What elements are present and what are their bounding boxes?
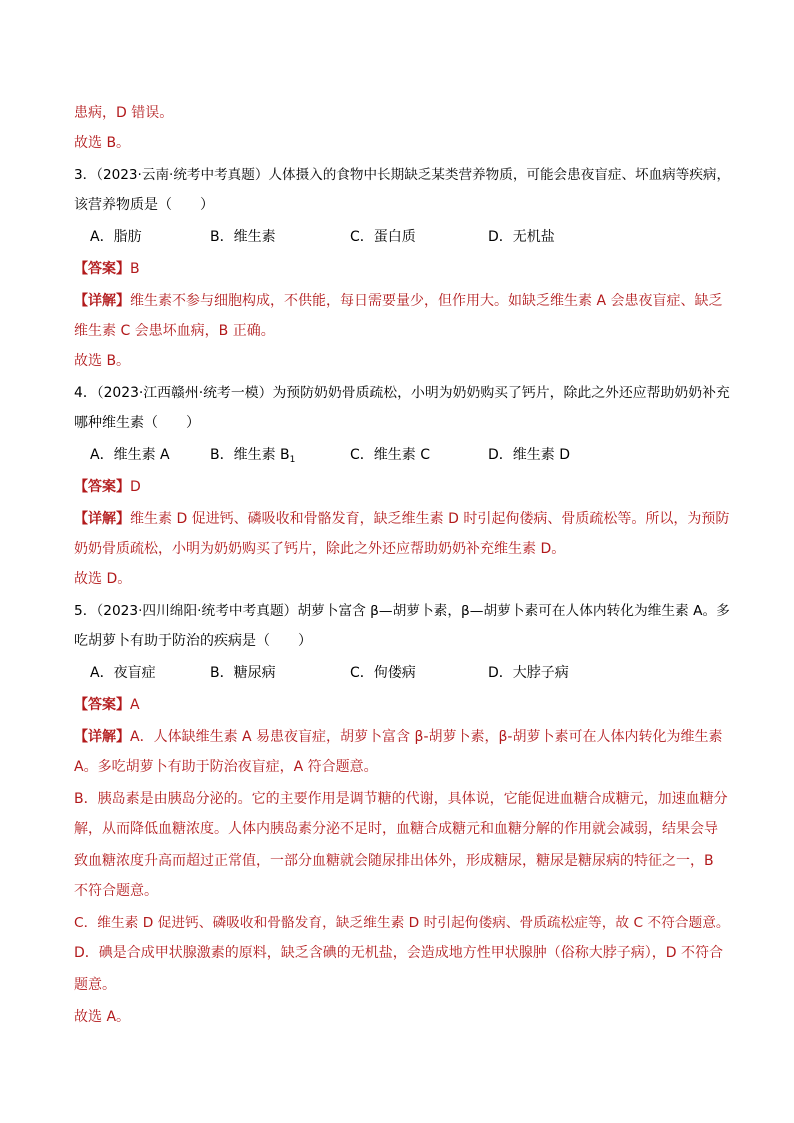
q5-stem-line2: 吃胡萝卜有助于防治的疾病是（ ） — [74, 633, 312, 649]
q5-explanation-line3: B．胰岛素是由胰岛分泌的。它的主要作用是调节糖的代谢，具体说，它能促进血糖合成糖元，加速血糖分 — [74, 791, 728, 807]
q3-number: 3． — [74, 167, 97, 183]
q4-option-b-text: B．维生素 B — [210, 447, 290, 463]
q4-selection: 故选 D。 — [74, 571, 132, 587]
q5-answer-label: 【答案】 — [74, 697, 130, 713]
q3-explanation-line2: 维生素 C 会患坏血病，B 正确。 — [74, 323, 275, 339]
q5-explanation-line5: 致血糖浓度升高而超过正常值，一部分血糖就会随尿排出体外，形成糖尿，糖尿是糖尿病的特征之一，B — [74, 853, 714, 869]
q5-explanation-line7: C．维生素 D 促进钙、磷吸收和骨骼发育，缺乏维生素 D 时引起佝偻病、骨质疏松症等，故 C 不符合题意。 — [74, 915, 730, 931]
q3-option-b: B．维生素 — [210, 229, 276, 245]
q3-explanation-line1 — [74, 292, 722, 312]
q4-explanation-line1 — [74, 510, 729, 530]
q5-explanation-line2: A。多吃胡萝卜有助于防治夜盲症，A 符合题意。 — [74, 759, 378, 775]
q5-explanation-line1 — [74, 728, 722, 748]
q3-stem-text: 人体摄入的食物中长期缺乏某类营养物质，可能会患夜盲症、坏血病等疾病， — [268, 167, 731, 183]
q4-option-a: A．维生素 A — [90, 447, 170, 463]
q3-selection: 故选 B。 — [74, 353, 131, 369]
q5-stem-line1 — [74, 602, 730, 622]
q4-number: 4． — [74, 385, 97, 401]
q5-source: （2023·四川绵阳·统考中考真题） — [96, 603, 298, 619]
q5-number: 5． — [74, 603, 97, 619]
q5-explanation-text: A．人体缺维生素 A 易患夜盲症，胡萝卜富含 β-胡萝卜素，β-胡萝卜素可在人体内转化为维生素 — [130, 729, 723, 745]
q3-stem-line1 — [74, 166, 730, 186]
q5-answer — [74, 696, 140, 716]
q4-source: （2023·江西赣州·统考一模） — [96, 385, 273, 401]
q5-answer-value: A — [130, 697, 140, 713]
q4-option-c: C．维生素 C — [350, 447, 431, 463]
prev-selection: 故选 B。 — [74, 135, 131, 151]
q5-explanation-line9: 题意。 — [74, 977, 116, 993]
q5-explanation-line8: D．碘是合成甲状腺激素的原料，缺乏含碘的无机盐，会造成地方性甲状腺肿（俗称大脖子病），D 不符合 — [74, 945, 724, 961]
q3-option-c: C．蛋白质 — [350, 229, 416, 245]
q4-answer-value: D — [130, 479, 141, 495]
q4-explanation-line2: 奶奶骨质疏松，小明为奶奶购买了钙片，除此之外还应帮助奶奶补充维生素 D。 — [74, 541, 566, 557]
q3-option-d: D．无机盐 — [488, 229, 555, 245]
q3-stem-line2: 该营养物质是（ ） — [74, 197, 214, 213]
q4-answer-label: 【答案】 — [74, 479, 130, 495]
q4-stem-line1 — [74, 384, 730, 404]
q3-source: （2023·云南·统考中考真题） — [96, 167, 269, 183]
q4-explanation-label: 【详解】 — [74, 511, 130, 527]
q3-answer-value: B — [130, 261, 140, 277]
q5-option-c: C．佝偻病 — [350, 665, 416, 681]
q3-explanation-label: 【详解】 — [74, 293, 130, 309]
q5-selection: 故选 A。 — [74, 1009, 131, 1025]
q3-answer — [74, 260, 140, 280]
q3-answer-label: 【答案】 — [74, 261, 130, 277]
q5-option-a: A．夜盲症 — [90, 665, 156, 681]
q4-answer — [74, 478, 141, 498]
q4-explanation-text: 维生素 D 促进钙、磷吸收和骨骼发育，缺乏维生素 D 时引起佝偻病、骨质疏松等。所以，为预防 — [130, 511, 730, 527]
q3-option-a: A．脂肪 — [90, 229, 142, 245]
q5-explanation-line4: 解，从而降低血糖浓度。人体内胰岛素分泌不足时，血糖合成糖元和血糖分解的作用就会减弱，结果会导 — [74, 821, 718, 837]
q5-option-b: B．糖尿病 — [210, 665, 276, 681]
q3-explanation-text: 维生素不参与细胞构成，不供能，每日需要量少，但作用大。如缺乏维生素 A 会患夜盲症、缺乏 — [130, 293, 723, 309]
q5-option-d: D．大脖子病 — [488, 665, 569, 681]
q4-stem-line2: 哪种维生素（ ） — [74, 415, 200, 431]
q4-option-b — [210, 446, 295, 464]
prev-explanation-tail: 患病，D 错误。 — [74, 105, 174, 121]
q5-explanation-line6: 不符合题意。 — [74, 883, 158, 899]
q5-explanation-label: 【详解】 — [74, 729, 130, 745]
q4-option-b-subscript: 1 — [289, 455, 296, 465]
q5-stem-text: 胡萝卜富含 β—胡萝卜素，β—胡萝卜素可在人体内转化为维生素 A。多 — [297, 603, 730, 619]
q4-option-d: D．维生素 D — [488, 447, 571, 463]
q4-stem-text: 为预防奶奶骨质疏松，小明为奶奶购买了钙片，除此之外还应帮助奶奶补充 — [272, 385, 730, 401]
